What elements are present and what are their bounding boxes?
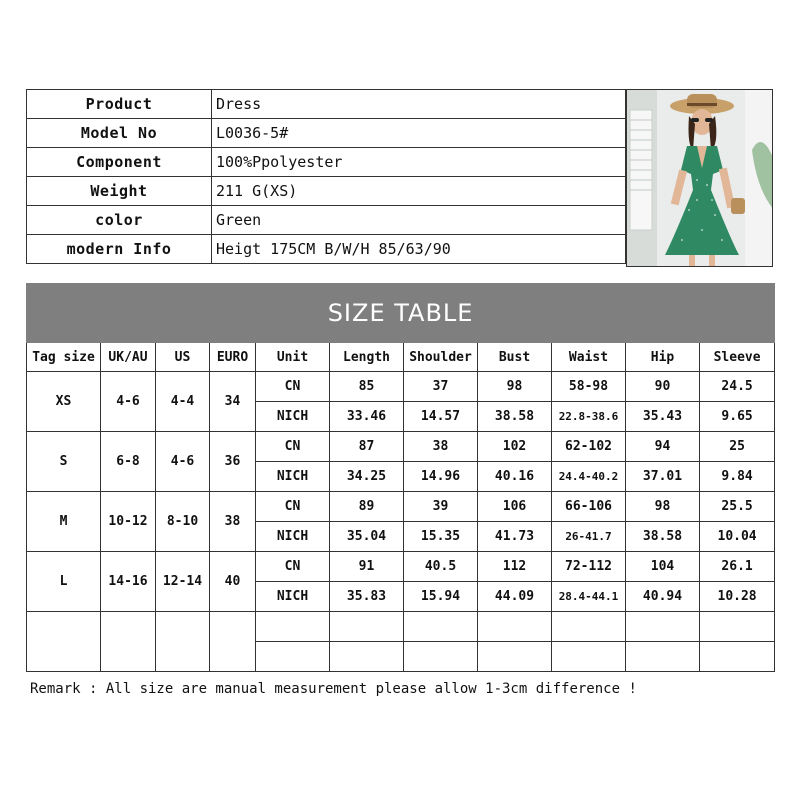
measurement-cell: 37.01 [626,462,700,492]
info-row [27,177,626,206]
info-value: L0036-5# [212,119,626,148]
measurement-cell: 10.28 [700,582,775,612]
measurement-cell: 10.04 [700,522,775,552]
measurement-cell: 90 [626,372,700,402]
unit-cell: NICH [256,522,330,552]
measurement-cell: 9.65 [700,402,775,432]
measurement-cell: 35.83 [330,582,404,612]
measurement-cell: 98 [478,372,552,402]
measurement-cell: 14.57 [404,402,478,432]
unit-cell: CN [256,372,330,402]
measurement-cell: 72-112 [552,552,626,582]
measurement-cell: 106 [478,492,552,522]
size-table [26,283,775,672]
measurement-cell: 98 [626,492,700,522]
blank-cell [404,642,478,672]
info-label: Weight [27,177,212,206]
unit-cell: NICH [256,402,330,432]
remark-text: Remark : All size are manual measurement please allow 1-3cm difference ! [30,681,637,697]
measurement-cell: 102 [478,432,552,462]
euro-size-cell: 34 [210,372,256,432]
column-header: Length [330,343,404,372]
us-size-cell: 8-10 [156,492,210,552]
measurement-cell: 58-98 [552,372,626,402]
unit-cell: NICH [256,462,330,492]
size-row-cn [27,432,775,462]
blank-cell [626,642,700,672]
product-info-table [26,89,626,264]
column-header: Sleeve [700,343,775,372]
column-header: EURO [210,343,256,372]
measurement-cell: 91 [330,552,404,582]
measurement-cell: 33.46 [330,402,404,432]
tag-size-cell: S [27,432,101,492]
measurement-cell: 35.43 [626,402,700,432]
measurement-cell: 40.5 [404,552,478,582]
info-value: Heigt 175CM B/W/H 85/63/90 [212,235,626,264]
info-label: color [27,206,212,235]
unit-cell: NICH [256,582,330,612]
unit-cell: CN [256,552,330,582]
blank-cell [256,642,330,672]
measurement-cell: 104 [626,552,700,582]
measurement-cell: 22.8-38.6 [552,402,626,432]
info-row [27,148,626,177]
info-row [27,90,626,119]
info-label: Model No [27,119,212,148]
column-header: US [156,343,210,372]
us-size-cell: 12-14 [156,552,210,612]
blank-row [27,612,775,642]
column-header: Hip [626,343,700,372]
measurement-cell: 66-106 [552,492,626,522]
blank-cell [552,612,626,642]
measurement-cell: 25.5 [700,492,775,522]
blank-cell [478,612,552,642]
column-header: UK/AU [101,343,156,372]
column-header: Waist [552,343,626,372]
blank-cell [101,612,156,672]
ukau-size-cell: 14-16 [101,552,156,612]
blank-cell [626,612,700,642]
measurement-cell: 40.16 [478,462,552,492]
measurement-cell: 26.1 [700,552,775,582]
blank-cell [478,642,552,672]
info-label: Component [27,148,212,177]
column-header: Unit [256,343,330,372]
measurement-cell: 40.94 [626,582,700,612]
measurement-cell: 28.4-44.1 [552,582,626,612]
blank-cell [156,612,210,672]
measurement-cell: 35.04 [330,522,404,552]
measurement-cell: 87 [330,432,404,462]
size-row-cn [27,552,775,582]
us-size-cell: 4-4 [156,372,210,432]
blank-cell [552,642,626,672]
tag-size-cell: XS [27,372,101,432]
us-size-cell: 4-6 [156,432,210,492]
blank-cell [404,612,478,642]
info-value: Dress [212,90,626,119]
ukau-size-cell: 6-8 [101,432,156,492]
info-value: 100%Ppolyester [212,148,626,177]
measurement-cell: 39 [404,492,478,522]
measurement-cell: 41.73 [478,522,552,552]
measurement-cell: 34.25 [330,462,404,492]
info-row [27,119,626,148]
column-header: Shoulder [404,343,478,372]
measurement-cell: 24.5 [700,372,775,402]
measurement-cell: 38 [404,432,478,462]
unit-cell: CN [256,492,330,522]
model-photo [626,89,773,267]
measurement-cell: 25 [700,432,775,462]
size-row-cn [27,372,775,402]
info-row [27,235,626,264]
blank-cell [210,612,256,672]
measurement-cell: 62-102 [552,432,626,462]
column-header: Bust [478,343,552,372]
column-header: Tag size [27,343,101,372]
measurement-cell: 94 [626,432,700,462]
measurement-cell: 37 [404,372,478,402]
info-label: Product [27,90,212,119]
measurement-cell: 38.58 [626,522,700,552]
measurement-cell: 44.09 [478,582,552,612]
blank-cell [700,642,775,672]
model-photo-illustration [627,90,773,267]
blank-cell [330,642,404,672]
measurement-cell: 85 [330,372,404,402]
info-value: Green [212,206,626,235]
blank-cell [27,612,101,672]
size-table-title: SIZE TABLE [27,284,775,343]
size-table-header-row [27,343,775,372]
info-row [27,206,626,235]
info-value: 211 G(XS) [212,177,626,206]
ukau-size-cell: 4-6 [101,372,156,432]
blank-cell [256,612,330,642]
blank-cell [330,612,404,642]
size-row-cn [27,492,775,522]
blank-cell [700,612,775,642]
tag-size-cell: L [27,552,101,612]
measurement-cell: 14.96 [404,462,478,492]
measurement-cell: 112 [478,552,552,582]
euro-size-cell: 36 [210,432,256,492]
measurement-cell: 24.4-40.2 [552,462,626,492]
measurement-cell: 26-41.7 [552,522,626,552]
tag-size-cell: M [27,492,101,552]
measurement-cell: 15.94 [404,582,478,612]
ukau-size-cell: 10-12 [101,492,156,552]
measurement-cell: 89 [330,492,404,522]
measurement-cell: 15.35 [404,522,478,552]
euro-size-cell: 40 [210,552,256,612]
measurement-cell: 9.84 [700,462,775,492]
unit-cell: CN [256,432,330,462]
info-label: modern Info [27,235,212,264]
euro-size-cell: 38 [210,492,256,552]
measurement-cell: 38.58 [478,402,552,432]
